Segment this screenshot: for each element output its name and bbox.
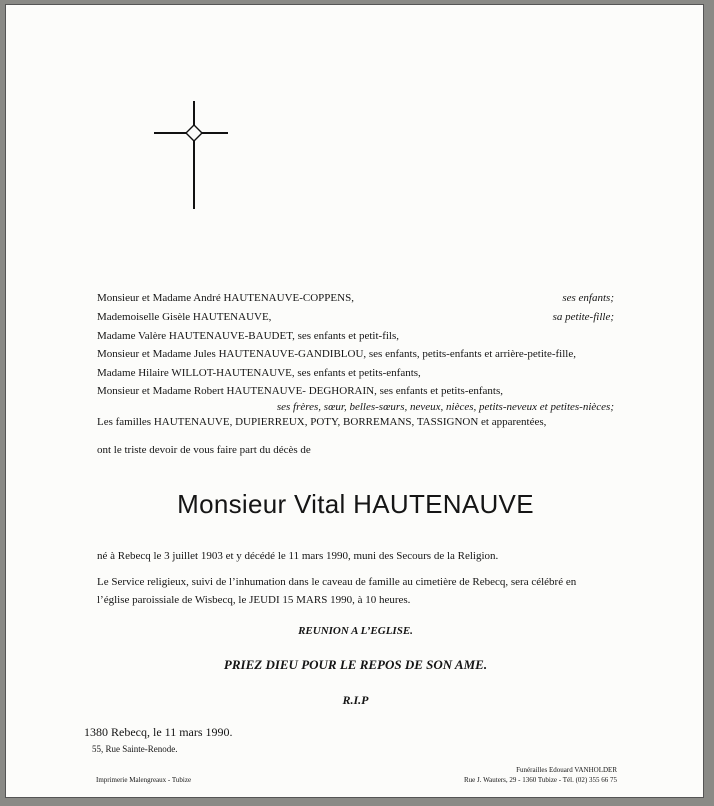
funeral-home-name: Funérailles Edouard VANHOLDER — [516, 766, 617, 774]
relation-2: sa petite-fille; — [552, 311, 614, 323]
relation-1: ses enfants; — [562, 292, 614, 304]
prayer-text: PRIEZ DIEU POUR LE REPOS DE SON AME. — [223, 657, 488, 672]
family-line-3: Madame Valère HAUTENAUVE-BAUDET, ses enfants et petit-fils, — [97, 330, 400, 342]
family-line-5: Madame Hilaire WILLOT-HAUTENAUVE, ses enfants et petits-enfants, — [97, 367, 421, 379]
place-date: 1380 Rebecq, le 11 mars 1990. — [84, 725, 233, 739]
death-notice-card — [5, 4, 704, 798]
printer-credit: Imprimerie Malengreaux - Tubize — [96, 776, 192, 784]
relation-3: ses frères, sœur, belles-sœurs, neveux, nièces, petits-neveux et petites-nièces; — [276, 401, 614, 413]
service-line-1: Le Service religieux, suivi de l’inhumation dans le caveau de famille au cimetière de Rebecq, sera célébré en — [97, 576, 577, 588]
rip-text: R.I.P — [342, 693, 369, 707]
reunion-text: REUNION A L’EGLISE. — [298, 625, 413, 637]
family-line-6: Monsieur et Madame Robert HAUTENAUVE- DEGHORAIN, ses enfants et petits-enfants, — [97, 385, 503, 397]
family-line-1: Monsieur et Madame André HAUTENAUVE-COPPENS, — [97, 292, 354, 304]
service-line-2: l’église paroissiale de Wisbecq, le JEUDI 15 MARS 1990, à 10 heures. — [97, 594, 411, 606]
deceased-name: Monsieur Vital HAUTENAUVE — [177, 489, 534, 519]
funeral-home-address: Rue J. Wauters, 29 - 1360 Tubize - Tél. (02) 355 66 75 — [464, 776, 617, 784]
family-line-4: Monsieur et Madame Jules HAUTENAUVE-GANDIBLOU, ses enfants, petits-enfants et arrière-petite-fille, — [97, 348, 576, 360]
birth-death-line: né à Rebecq le 3 juillet 1903 et y décédé le 11 mars 1990, muni des Secours de la Religion. — [97, 550, 499, 562]
family-line-7: Les familles HAUTENAUVE, DUPIERREUX, POTY, BORREMANS, TASSIGNON et apparentées, — [97, 416, 547, 428]
family-line-2: Mademoiselle Gisèle HAUTENAUVE, — [97, 311, 272, 323]
address: 55, Rue Sainte-Renode. — [92, 744, 178, 754]
cross-icon — [154, 101, 234, 213]
announcement-text: ont le triste devoir de vous faire part du décès de — [97, 444, 311, 456]
